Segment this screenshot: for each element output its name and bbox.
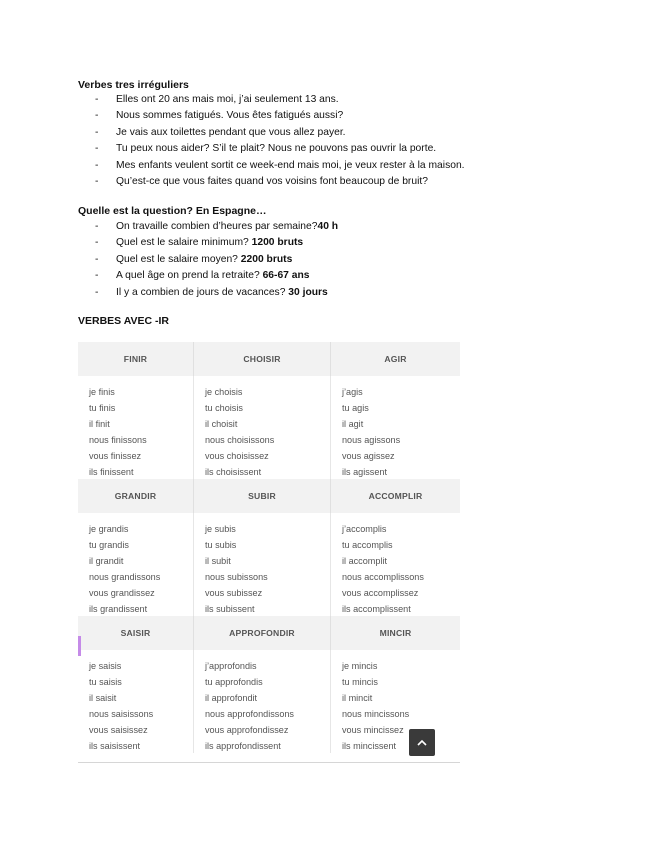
verb-header: ACCOMPLIR	[368, 491, 423, 501]
conjugated-form: je subis	[205, 524, 236, 534]
answer: 1200 bruts	[251, 237, 304, 249]
conjugated-form: il agit	[342, 419, 364, 429]
conjugated-form: il finit	[89, 419, 110, 429]
conjugated-form: tu accomplis	[342, 540, 393, 550]
conjugated-form: nous choisissons	[205, 435, 275, 445]
answer: 2200 bruts	[240, 253, 293, 265]
conjugated-form: il mincit	[342, 693, 373, 703]
conjugated-form: vous subissez	[205, 588, 263, 598]
conjugated-form: je saisis	[89, 661, 122, 671]
verb-header: APPROFONDIR	[194, 616, 331, 650]
conjugation-cell	[194, 376, 331, 479]
answer: 30 jours	[288, 286, 328, 298]
conjugated-form: tu saisis	[89, 677, 122, 687]
bullet-dash: -	[95, 159, 99, 171]
conjugated-form: vous grandissez	[89, 588, 155, 598]
conjugated-form: il accomplit	[342, 556, 387, 566]
conjugated-form: ils agissent	[342, 467, 387, 477]
conjugated-form: tu agis	[342, 403, 369, 413]
conjugated-form: ils saisissent	[89, 741, 141, 751]
conjugated-form: nous accomplissons	[342, 572, 424, 582]
conjugated-form: j’approfondis	[205, 661, 257, 671]
verb-header: AGIR	[384, 354, 407, 364]
table-row	[78, 342, 460, 479]
bullet-dash: -	[95, 270, 99, 282]
conjugated-form: je mincis	[342, 661, 378, 671]
conjugated-form: ils mincissent	[342, 741, 397, 751]
bullet-dash: -	[95, 126, 99, 138]
conjugated-form: ils grandissent	[89, 604, 148, 614]
verb-header: SAISIR	[78, 616, 194, 650]
conjugated-form: vous saisissez	[89, 725, 148, 735]
conjugation-cell	[78, 650, 194, 753]
conjugated-form: ils accomplissent	[342, 604, 411, 614]
conjugated-form: nous subissons	[205, 572, 268, 582]
table-row	[78, 479, 460, 616]
conjugated-form: ils choisissent	[205, 467, 262, 477]
section-title-question: Quelle est la question? En Espagne…	[78, 205, 267, 217]
conjugated-form: il approfondit	[205, 693, 258, 703]
verb-header: GRANDIR	[78, 479, 194, 513]
conjugation-cell	[331, 376, 460, 479]
conjugation-cell	[78, 513, 194, 616]
conjugated-form: il subit	[205, 556, 231, 566]
conjugated-form: j’agis	[342, 387, 363, 397]
chevron-up-icon	[417, 739, 427, 746]
conjugated-form: ils finissent	[89, 467, 134, 477]
conjugation-cell	[78, 376, 194, 479]
conjugated-form: tu approfondis	[205, 677, 263, 687]
conjugated-form: ils approfondissent	[205, 741, 281, 751]
conjugation-cell	[194, 513, 331, 616]
scroll-to-top-button[interactable]	[409, 729, 435, 756]
conjugated-form: nous saisissons	[89, 709, 154, 719]
conjugated-form: je grandis	[89, 524, 129, 534]
bullet-dash: -	[95, 94, 99, 105]
conjugated-form: nous agissons	[342, 435, 401, 445]
conjugated-form: vous finissez	[89, 451, 142, 461]
bullet-dash: -	[95, 143, 99, 155]
answer: 40 h	[317, 221, 339, 232]
verb-header: FINIR	[78, 342, 194, 376]
bullet-dash: -	[95, 221, 99, 232]
verb-header: MINCIR	[379, 628, 412, 638]
conjugation-cell	[194, 650, 331, 753]
conjugated-form: nous finissons	[89, 435, 147, 445]
conjugated-form: ils subissent	[205, 604, 255, 614]
conjugated-form: il saisit	[89, 693, 117, 703]
conjugated-form: nous grandissons	[89, 572, 161, 582]
bullet-dash: -	[95, 286, 99, 298]
bullet-dash: -	[95, 253, 99, 265]
answer: 66-67 ans	[262, 270, 310, 282]
section-title-ir-verbs: VERBES AVEC -IR	[78, 315, 170, 327]
verb-header: CHOISIR	[194, 342, 331, 376]
bullet-dash: -	[95, 110, 99, 122]
document-page: Verbes tres irréguliers - Elles ont 20 ans mais moi, j’ai seulement 13 ans. - Nous sommes fatigués. Vous êtes fatigués aussi? - Je vais aux toilettes pendant que vous allez payer. - Tu peux nous aider? S’il te plait? Nous ne pouvons pas ouvrir la porte. - Mes enfants veulent sortit ce week-end mais moi, je veux rester à la maison. - Qu’est-ce que vous faites quand vos voisins font beaucoup de bruit? Quelle est la question? En Espagne… - On travaille combien d’heures par semaine?40 h - Quel est le salaire minimum? 1200 bruts - Quel est le salaire moyen? 2200 bruts - A quel âge on prend la retraite? 66-67 ans - Il y a combien de jours de vacances? 30 jours VERBES AVEC -IR FINIR CHOISIR AGIR je finis tu finis il finit nous finissons vous finissez ils finissent je choisis tu choisis il choisit nous choisissons vous choisissez ils choisissent j’agis tu agis il agit nous agissons vous agissez ils agissent GRANDIR SUBIR ACCOMPLIR je grandis tu grandis il grandit nous grandissons vous grandissez ils grandissent je subis tu subis il subit nous subissons vous subissez ils subissent j’accomplis tu accomplis il accomplit nous accomplissons vous accomplissez ils accomplissent SAISIR APPROFONDIR MINCIR je saisis tu saisis il saisit nous saisissons vous saisissez ils saisissent j’approfondis tu approfondis il approfondit nous approfondissons vous approfondissez ils approfondissent je mincis tu mincis il mincit nous mincissons vous mincissez ils mincissent	[0, 0, 655, 848]
conjugated-form: vous agissez	[342, 451, 395, 461]
conjugated-form: nous mincissons	[342, 709, 410, 719]
conjugation-cell	[331, 650, 460, 753]
conjugation-cell	[331, 513, 460, 616]
conjugated-form: tu mincis	[342, 677, 378, 687]
conjugated-form: il choisit	[205, 419, 238, 429]
conjugated-form: vous approfondissez	[205, 725, 289, 735]
conjugated-form: tu choisis	[205, 403, 243, 413]
conjugated-form: tu grandis	[89, 540, 129, 550]
left-accent-bar	[78, 636, 81, 656]
conjugated-form: j’accomplis	[342, 524, 387, 534]
conjugated-form: nous approfondissons	[205, 709, 294, 719]
conjugated-form: tu subis	[205, 540, 237, 550]
conjugated-form: je choisis	[205, 387, 243, 397]
conjugated-form: vous accomplissez	[342, 588, 419, 598]
conjugated-form: il grandit	[89, 556, 124, 566]
verb-header: SUBIR	[194, 479, 331, 513]
section-title-irregular-verbs: Verbes tres irréguliers	[78, 79, 189, 91]
conjugation-table	[78, 342, 460, 763]
conjugated-form: je finis	[89, 387, 115, 397]
bullet-dash: -	[95, 237, 99, 249]
conjugated-form: vous choisissez	[205, 451, 269, 461]
bullet-dash: -	[95, 175, 99, 187]
table-row	[78, 616, 460, 753]
conjugated-form: tu finis	[89, 403, 116, 413]
conjugated-form: vous mincissez	[342, 725, 404, 735]
